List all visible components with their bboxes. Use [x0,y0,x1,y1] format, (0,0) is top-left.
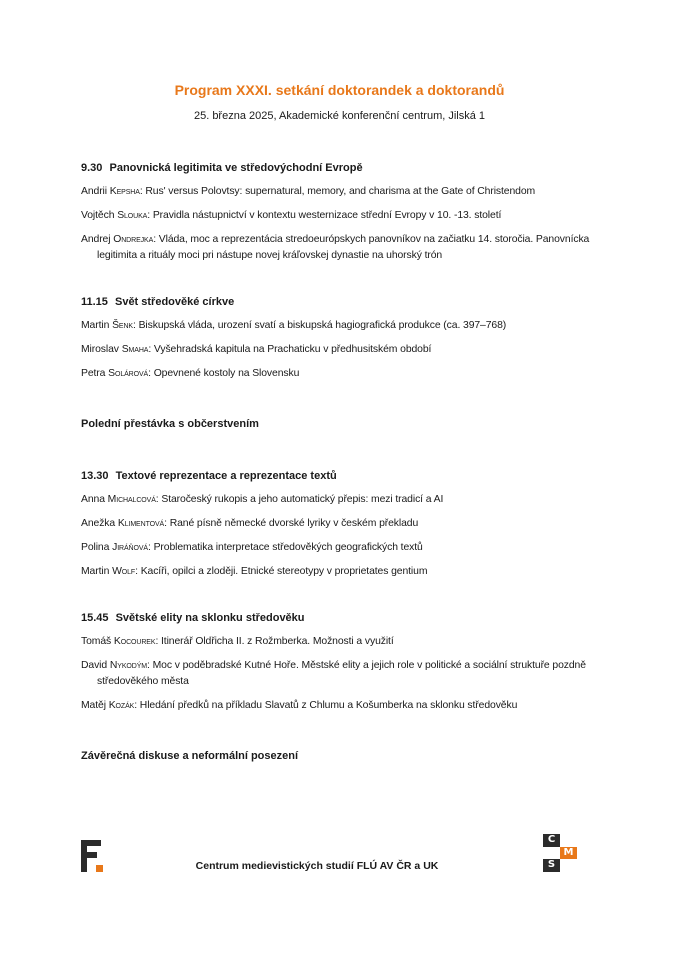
talk-item: Martin Wolf: Kacíři, opilci a zloději. Etnické stereotypy v proprietates gentium [81,566,428,577]
talk-item: Anna Michalcová: Staročeský rukopis a jeho automatický přepis: mezi tradicí a AI [81,494,444,505]
talk-title: Opevnené kostoly na Slovensku [153,368,300,379]
speaker-surname: Klimentová [117,518,165,529]
speaker-surname: Kozák [108,700,135,711]
session-2 [81,294,601,382]
session-1 [81,160,601,264]
talk-item: Petra Solárová: Opevnené kostoly na Slovensku [81,368,300,379]
session-4 [81,610,601,714]
talk-item: Andrii Kepsha: Rus' versus Polovtsy: supernatural, memory, and charisma at the Gate of Christendom [81,186,536,197]
speaker-surname: Smaha [121,344,149,355]
session-title: Textové reprezentace a reprezentace textů [115,470,337,482]
speaker-surname: Solárová [108,368,149,379]
talk-item: David Nykodým: Moc v poděbradské Kutné Hoře. Městské elity a jejich role v politické a sociální struktuře pozdně středověkého města [81,660,586,687]
session-title: Svět středověké církve [114,296,235,308]
session-heading [81,160,601,176]
speaker-surname: Ondrejka [113,234,154,245]
speaker-first-name: Martin [81,566,110,577]
talk-title: Moc v poděbradské Kutné Hoře. Městské elity a jejich role v politické a sociální struktuře pozdně středověkého města [97,660,586,687]
cms-blank-cell [543,847,560,860]
cms-letter: C [543,834,560,847]
talk-title: Vláda, moc a reprezentácia stredoeurópskych panovníkov na začiatku 14. storočia. Panovnícka legitimita a rituály moci pri nástupe novej kráľovskej dynastie na uhorský trón [97,234,590,261]
talk-title: Rus' versus Polovtsy: supernatural, memory, and charisma at the Gate of Christendom [145,186,536,197]
talk-item: Miroslav Smaha: Vyšehradská kapitula na Prachaticku v předhusitském období [81,344,432,355]
session-title: Panovnická legitimita ve středovýchodní Evropě [109,162,363,174]
talk-title: Problematika interpretace středověkých geografických textů [153,542,423,553]
page-subtitle: 25. března 2025, Akademické konferenční centrum, Jilská 1 [193,110,486,122]
cms-blank-cell [560,859,577,872]
session-3 [81,468,601,580]
speaker-first-name: Petra [81,368,106,379]
talk-title: Kacíři, opilci a zloději. Etnické stereotypy v proprietates gentium [140,566,428,577]
session-time: 9.30 [81,162,103,174]
session-time: 11.15 [81,296,108,308]
talk-item: Vojtěch Slouka: Pravidla nástupnictví v kontextu westernizace střední Evropy v 10. -13. století [81,210,502,221]
page-title: Program XXXI. setkání doktorandek a doktorandů [174,82,505,98]
session-heading [81,468,601,484]
speaker-surname: Nykodým [109,660,148,671]
session-heading [81,610,601,626]
talk-title: Rané písně německé dvorské lyriky v českém překladu [169,518,419,529]
speaker-surname: Kocourek [113,636,156,647]
program-content [81,160,601,764]
footer-institution: Centrum medievistických studií FLÚ AV ČR a UK [195,860,439,872]
talk-item: Matěj Kozák: Hledání předků na příkladu Slavatů z Chlumu a Košumberka na sklonku středověku [81,700,518,711]
speaker-first-name: Miroslav [81,344,119,355]
speaker-first-name: Vojtěch [81,210,115,221]
speaker-first-name: Matěj [81,700,106,711]
cms-letter: M [560,847,577,860]
session-heading [81,294,601,310]
speaker-first-name: Martin [81,320,110,331]
speaker-first-name: Polina [81,542,110,553]
cms-blank-cell [560,834,577,847]
session-time: 15.45 [81,612,109,624]
lunch-break: Polední přestávka s občerstvením [81,418,259,430]
cms-letter: S [543,859,560,872]
talk-item: Tomáš Kocourek: Itinerář Oldřicha II. z Rožmberka. Možnosti a využití [81,636,394,647]
speaker-first-name: Anežka [81,518,116,529]
speaker-surname: Slouka [117,210,148,221]
talk-item: Polina Jiráňová: Problematika interpretace středověkých geografických textů [81,542,423,553]
talk-title: Pravidla nástupnictví v kontextu westernizace střední Evropy v 10. -13. století [152,210,502,221]
speaker-surname: Michalcová [107,494,156,505]
talk-item: Martin Šenk: Biskupská vláda, urození svatí a biskupská hagiografická produkce (ca. 397–768) [81,320,507,331]
speaker-surname: Kepsha [109,186,140,197]
speaker-surname: Jiráňová [112,542,148,553]
speaker-first-name: David [81,660,108,671]
speaker-surname: Wolf [112,566,136,577]
speaker-first-name: Andrii [81,186,107,197]
session-title: Světské elity na sklonku středověku [115,612,305,624]
talk-title: Itinerář Oldřicha II. z Rožmberka. Možnosti a využití [161,636,394,647]
session-time: 13.30 [81,470,109,482]
talk-title: Staročeský rukopis a jeho automatický přepis: mezi tradicí a AI [161,494,444,505]
talk-title: Biskupská vláda, urození svatí a biskupská hagiografická produkce (ca. 397–768) [138,320,507,331]
talk-title: Hledání předků na příkladu Slavatů z Chlumu a Košumberka na sklonku středověku [139,700,518,711]
speaker-surname: Šenk [112,320,134,331]
closing-discussion: Závěrečná diskuse a neformální posezení [81,750,299,762]
talk-title: Vyšehradská kapitula na Prachaticku v předhusitském období [153,344,432,355]
speaker-first-name: Tomáš [81,636,112,647]
speaker-first-name: Andrej [81,234,111,245]
speaker-first-name: Anna [81,494,105,505]
talk-item: Andrej Ondrejka: Vláda, moc a reprezentácia stredoeurópskych panovníkov na začiatku 14. storočia. Panovnícka legitimita a rituály moci pri nástupe novej kráľovskej dynastie na uhorský trón [81,234,590,261]
talk-item: Anežka Klimentová: Rané písně německé dvorské lyriky v českém překladu [81,518,419,529]
cms-logo-icon [543,834,577,872]
